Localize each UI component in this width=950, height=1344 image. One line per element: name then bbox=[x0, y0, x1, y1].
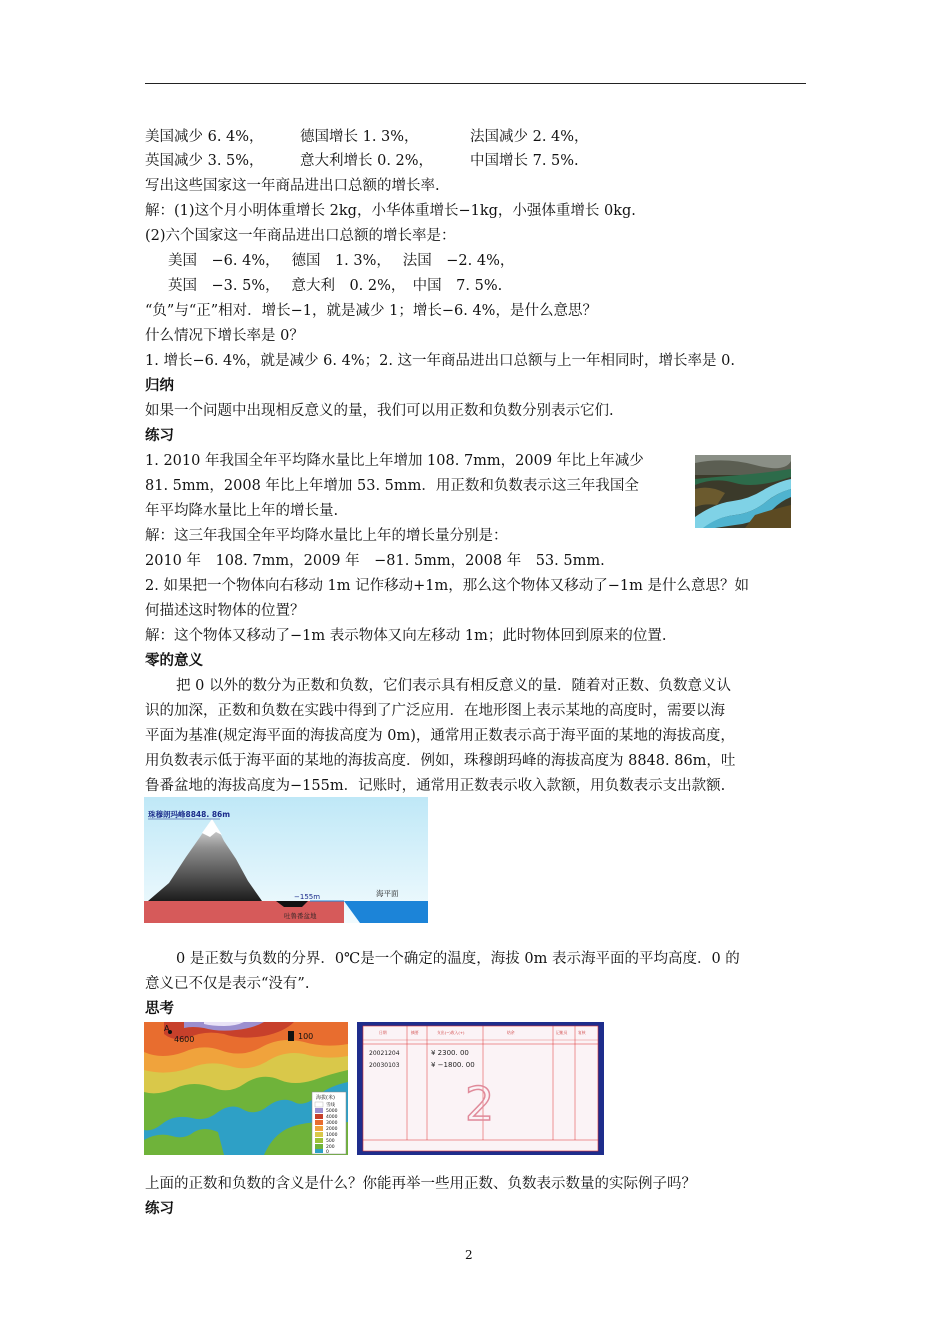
ledger-header-date: 日期 bbox=[379, 1030, 387, 1035]
solution-rates-2: 英国 −3. 5%， 意大利 0. 2%， 中国 7. 5%. bbox=[168, 278, 503, 294]
zero-paragraph-1: 把 0 以外的数分为正数和负数，它们表示具有相反意义的量．随着对正数、负数意义认 bbox=[176, 678, 731, 694]
negative-positive-note: “负”与“正”相对．增长−1，就是减少 1；增长−6. 4%，是什么意思？ bbox=[145, 303, 597, 319]
solution-rates-1: 美国 −6. 4%， 德国 1. 3%， 法国 −2. 4%， bbox=[168, 253, 515, 269]
ledger-date-2: 20030103 bbox=[369, 1062, 400, 1069]
fr-growth: 法国减少 2. 4%， bbox=[470, 129, 589, 145]
exercise-1-values: 2010 年 108. 7mm，2009 年 −81. 5mm，2008 年 53. 5mm. bbox=[145, 553, 605, 569]
cn-growth: 中国增长 7. 5%. bbox=[470, 153, 579, 169]
heading-meaning-of-zero: 零的意义 bbox=[145, 653, 203, 669]
zero-paragraph-4: 用负数表示低于海平面的某地的海拔高度．例如，珠穆朗玛峰的海拔高度为 8848. 86m，吐 bbox=[145, 753, 736, 769]
ledger-amount-1: ¥ 2300. 00 bbox=[431, 1049, 469, 1057]
question-line: 写出这些国家这一年商品进出口总额的增长率. bbox=[145, 178, 440, 194]
exercise-1-line-2: 81. 5mm，2008 年比上年增加 53. 5mm．用正数和负数表示这三年我国全 bbox=[145, 478, 639, 494]
map-point-a: A bbox=[164, 1024, 170, 1033]
ledger-page-mark: 2 bbox=[465, 1077, 495, 1131]
heading-exercise: 练习 bbox=[145, 428, 174, 444]
ledger-date-1: 20021204 bbox=[369, 1050, 400, 1057]
zero-boundary-2: 意义已不仅是表示“没有”. bbox=[145, 976, 310, 992]
heading-exercise-2: 练习 bbox=[145, 1201, 174, 1217]
de-growth: 德国增长 1. 3%， bbox=[300, 129, 419, 145]
exercise-2-line-2: 何描述这时物体的位置？ bbox=[145, 603, 305, 619]
altitude-figure bbox=[144, 797, 428, 923]
map-point-b-value: 100 bbox=[298, 1032, 314, 1041]
river-photo bbox=[695, 455, 791, 528]
topographic-map bbox=[144, 1022, 348, 1155]
ledger-header-clerk: 记帐员 bbox=[556, 1030, 568, 1035]
zero-paragraph-3: 平面为基准(规定海平面的海拔高度为 0m)，通常用正数表示高于海平面的某地的海拔高度， bbox=[145, 728, 735, 744]
legend-item: 1000 bbox=[326, 1133, 338, 1138]
heading-summary: 归纳 bbox=[145, 378, 174, 394]
think-question: 上面的正数和负数的含义是什么？你能再举一些用正数、负数表示数量的实际例子吗？ bbox=[145, 1176, 696, 1192]
zero-rate-question: 什么情况下增长率是 0？ bbox=[145, 328, 304, 344]
ledger-amount-2: ¥ −1800. 00 bbox=[431, 1061, 475, 1069]
zero-paragraph-5: 鲁番盆地的海拔高度为−155m．记账时，通常用正数表示收入款额，用负数表示支出款额. bbox=[145, 778, 726, 794]
legend-item: 5000 bbox=[326, 1109, 338, 1114]
exercise-2-solution: 解：这个物体又移动了−1m 表示物体又向左移动 1m；此时物体回到原来的位置. bbox=[145, 628, 667, 644]
legend-item: 3000 bbox=[326, 1121, 338, 1126]
solution-line-2: (2)六个国家这一年商品进出口总额的增长率是： bbox=[145, 228, 456, 244]
map-legend bbox=[312, 1092, 346, 1155]
uk-growth: 英国减少 3. 5%， bbox=[145, 153, 264, 169]
ledger-header-summary: 摘要 bbox=[411, 1030, 419, 1035]
everest-label: 珠穆朗玛峰8848. 86m bbox=[148, 810, 231, 819]
zero-paragraph-2: 识的加深，正数和负数在实践中得到了广泛应用．在地形图上表示某地的高度时，需要以海 bbox=[145, 703, 725, 719]
ledger-header-amount: 支出(−)收入(+) bbox=[437, 1030, 465, 1035]
ledger-header-balance: 结余 bbox=[507, 1030, 515, 1035]
bank-ledger bbox=[357, 1022, 604, 1155]
legend-title: 海拔(米) bbox=[316, 1095, 335, 1101]
legend-item: 2000 bbox=[326, 1127, 338, 1132]
exercise-1-solution: 解：这三年我国全年平均降水量比上年的增长量分别是： bbox=[145, 528, 508, 544]
map-point-a-value: 4600 bbox=[174, 1035, 195, 1044]
exercise-1-line-3: 年平均降水量比上年的增长量. bbox=[145, 503, 339, 519]
summary-text: 如果一个问题中出现相反意义的量，我们可以用正数和负数分别表示它们. bbox=[145, 403, 614, 419]
legend-item: 4000 bbox=[326, 1115, 338, 1120]
sea-level-label: 海平面 bbox=[376, 889, 399, 898]
exercise-1-line-1: 1. 2010 年我国全年平均降水量比上年增加 108. 7mm，2009 年比上年减少 bbox=[145, 453, 644, 469]
heading-think: 思考 bbox=[145, 1001, 174, 1017]
legend-item: 0 bbox=[326, 1150, 329, 1155]
legend-item: 200 bbox=[326, 1145, 335, 1150]
us-growth: 美国减少 6. 4%， bbox=[145, 129, 264, 145]
answer-line: 1. 增长−6. 4%，就是减少 6. 4%；2. 这一年商品进出口总额与上一年相同时，增长率是 0. bbox=[145, 353, 735, 369]
exercise-2-line-1: 2. 如果把一个物体向右移动 1m 记作移动+1m，那么这个物体又移动了−1m 是什么意思？如 bbox=[145, 578, 749, 594]
legend-item: 500 bbox=[326, 1139, 335, 1144]
basin-depth-label: −155m bbox=[294, 893, 321, 901]
solution-line-1: 解：(1)这个月小明体重增长 2kg，小华体重增长−1kg，小强体重增长 0kg. bbox=[145, 203, 636, 219]
it-growth: 意大利增长 0. 2%， bbox=[300, 153, 434, 169]
page-number: 2 bbox=[465, 1248, 473, 1262]
header-rule bbox=[145, 83, 806, 84]
zero-boundary-1: 0 是正数与负数的分界．0℃是一个确定的温度，海拔 0m 表示海平面的平均高度．0 的 bbox=[176, 951, 740, 967]
ledger-header-review: 复核 bbox=[578, 1030, 586, 1035]
legend-item: 雪线 bbox=[326, 1103, 335, 1108]
basin-name-label: 吐鲁番盆地 bbox=[284, 912, 317, 920]
